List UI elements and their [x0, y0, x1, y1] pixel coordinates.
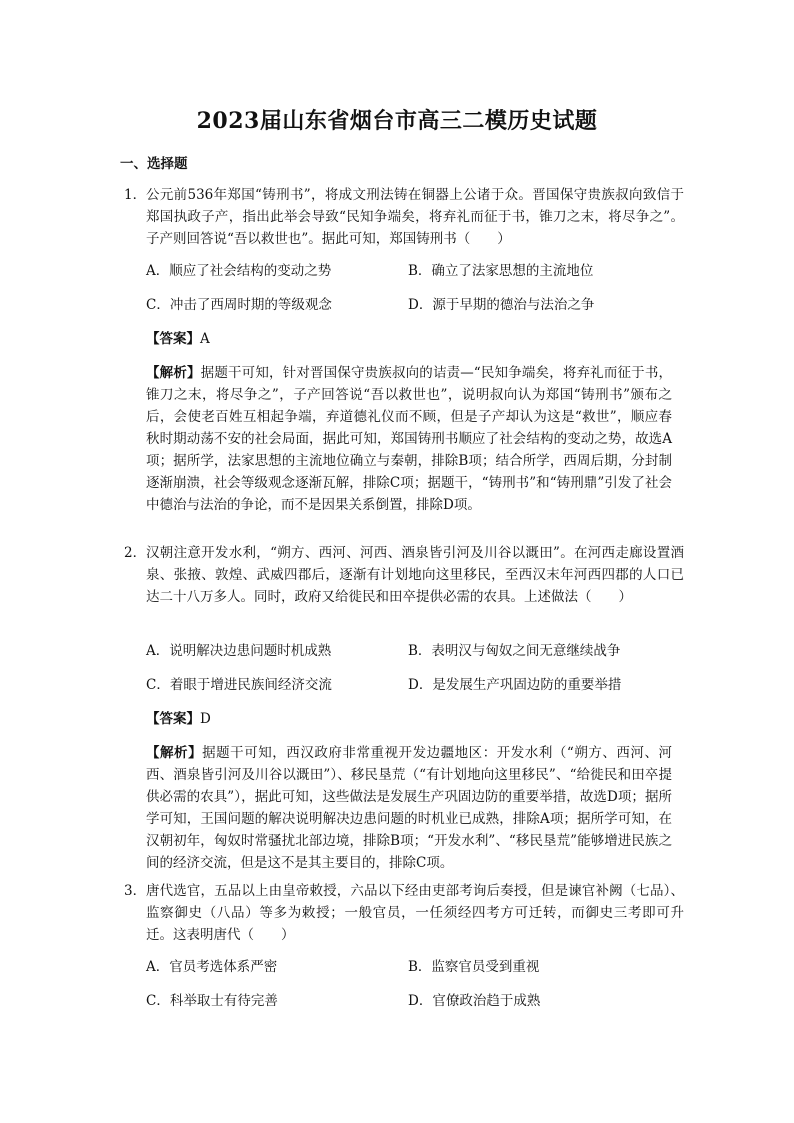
option-b: B．监察官员受到重视 [408, 959, 540, 975]
option-c: C．着眼于增进民族间经济交流 [146, 677, 332, 693]
question-stem: 汉朝注意开发水利，“朔方、西河、河西、酒泉皆引河及川谷以溉田”。在河西走廊设置酒泉、张掖、敦煌、武威四郡后，逐渐有计划地向这里移民，至西汉末年河西四郡的人口已达二十八万多人。同时，政府又给徙民和田卒提供必需的农具。上述做法（ ） [146, 545, 684, 605]
section-heading: 一、选择题 [120, 156, 188, 172]
option-d: D．源于早期的德治与法治之争 [408, 297, 595, 313]
page-title: 2023届山东省烟台市高三二模历史试题 [196, 108, 598, 134]
question-number: 3． [124, 883, 147, 899]
option-c: C．科举取士有待完善 [146, 993, 278, 1009]
answer-label: 【答案】 [146, 331, 200, 347]
answer-line [146, 708, 211, 730]
option-a: A．说明解决边患问题时机成熟 [146, 643, 332, 659]
explanation-label: 【解析】 [146, 745, 203, 761]
question-2 [124, 542, 684, 608]
option-c: C．冲击了西周时期的等级观念 [146, 297, 332, 313]
option-b: B．表明汉与匈奴之间无意继续战争 [408, 643, 621, 659]
explanation [146, 362, 672, 516]
answer-value: D [200, 711, 211, 727]
option-a: A．顺应了社会结构的变动之势 [146, 263, 332, 279]
answer-value: A [200, 331, 210, 347]
option-d: D．官僚政治趋于成熟 [408, 993, 541, 1009]
question-stem: 公元前536年郑国“铸刑书”，将成文刑法铸在铜器上公诸于众。晋国保守贵族叔向致信于郑国执政子产，指出此举会导致“民知争端矣，将弃礼而征于书，锥刀之末，将尽争之”。子产则回答说“吾以救世也”。据此可知，郑国铸刑书（ ） [146, 187, 684, 247]
answer-label: 【答案】 [146, 711, 200, 727]
explanation-label: 【解析】 [146, 365, 201, 381]
question-1 [124, 184, 684, 250]
question-3 [124, 880, 684, 946]
option-d: D．是发展生产巩固边防的重要举措 [408, 677, 622, 693]
explanation [146, 742, 672, 874]
explanation-text: 据题干可知，西汉政府非常重视开发边疆地区：开发水利（“朔方、西河、河西、酒泉皆引河及川谷以溉田”）、移民垦荒（“有计划地向这里移民”、“给徙民和田卒提供必需的农具”），据此可知，这些做法是发展生产巩固边防的重要举措，故选D项；据所学可知，王国问题的解决说明解决边患问题的时机业已成熟，排除A项；据所学可知，在汉朝初年，匈奴时常骚扰北部边境，排除B项；“开发水利”、“移民垦荒”能够增进民族之间的经济交流，但是这不是其主要目的，排除C项。 [146, 745, 673, 871]
answer-line [146, 328, 210, 350]
question-stem: 唐代选官，五品以上由皇帝敕授，六品以下经由吏部考询后奏授，但是谏官补阙（七品）、监察御史（八品）等多为敕授；一般官员，一任须经四考方可迁转，而御史三考即可升迁。这表明唐代（ ） [146, 883, 684, 943]
question-number: 1． [124, 187, 147, 203]
option-a: A．官员考选体系严密 [146, 959, 278, 975]
option-b: B．确立了法家思想的主流地位 [408, 263, 594, 279]
question-number: 2． [124, 545, 147, 561]
explanation-text: 据题干可知，针对晋国保守贵族叔向的诘责—“民知争端矣，将弃礼而征于书，锥刀之末，将尽争之”，子产回答说“吾以救世也”，说明叔向认为郑国“铸刑书”颁布之后，会使老百姓互相起争端，弃道德礼仪而不顾，但是子产却认为这是“救世”，顺应春秋时期动荡不安的社会局面，据此可知，郑国铸刑书顺应了社会结构的变动之势，故选A项；据所学，法家思想的主流地位确立与秦朝，排除B项；结合所学，西周后期，分封制逐渐崩溃，社会等级观念逐渐瓦解，排除C项；据题干，“铸刑书”和“铸刑鼎”引发了社会中德治与法治的争论，而不是因果关系倒置，排除D项。 [146, 365, 673, 513]
